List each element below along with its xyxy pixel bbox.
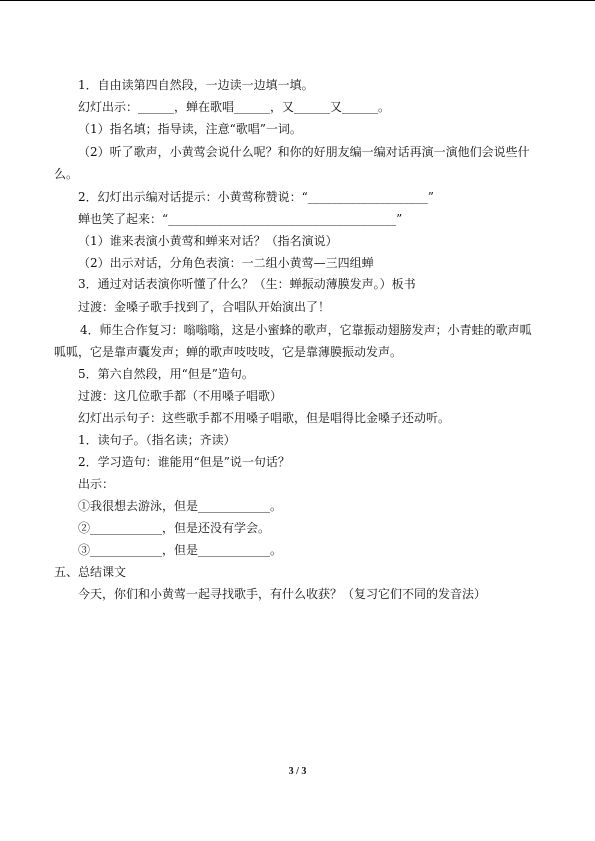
text-line: 蝉也笑了起来：“______________________________________”	[78, 212, 403, 226]
text-line: 出示：	[78, 477, 115, 491]
text-line: 1．读句子。（指名读；齐读）	[78, 433, 236, 447]
text-line: 幻灯出示：______，蝉在歌唱______，又______又______。	[78, 100, 391, 114]
text-line: 今天，你们和小黄莺一起寻找歌手，有什么收获？（复习它们不同的发音法）	[78, 587, 487, 601]
text-line: ②____________，但是还没有学会。	[78, 521, 271, 535]
text-line: 3．通过对话表演你听懂了什么？（生：蝉振动薄膜发声。）板书	[78, 277, 416, 291]
page-top-rule	[0, 0, 595, 1]
text-line: （2）听了歌声，小黄莺会说什么呢？和你的好朋友编一编对话再演一演他们会说些什	[78, 145, 530, 159]
text-line: （1）谁来表演小黄莺和蝉来对话？（指名演说）	[78, 234, 338, 248]
text-line: 幻灯出示句子：这些歌手都不用嗓子唱歌，但是唱得比金嗓子还动听。	[78, 411, 451, 425]
text-line: （2）出示对话，分角色表演：一二组小黄莺—三四组蝉	[78, 256, 374, 270]
section-heading: 五、总结课文	[54, 565, 127, 579]
text-line: 1．自由读第四自然段，一边读一边填一填。	[78, 78, 314, 92]
text-line: 5．第六自然段，用“但是”造句。	[78, 367, 254, 381]
text-line: 4．师生合作复习：嗡嗡嗡，这是小蜜蜂的歌声，它靠振动翅膀发声；小青蛙的歌声呱	[80, 323, 532, 337]
text-line: 过渡：金嗓子歌手找到了，合唱队开始演出了！	[78, 300, 331, 314]
text-line: 过渡：这几位歌手都（不用嗓子唱歌）	[78, 389, 283, 403]
text-line: 2．幻灯出示编对话提示：小黄莺称赞说：“____________________”	[78, 190, 434, 204]
text-line: 2．学习造句：谁能用“但是”说一句话？	[78, 455, 290, 469]
text-line: ③____________，但是____________。	[78, 543, 283, 557]
page-number: 3 / 3	[288, 766, 307, 777]
text-line: 呱呱，它是靠声囊发声；蝉的歌声吱吱吱，它是靠薄膜振动发声。	[54, 345, 403, 359]
text-line: ①我很想去游泳，但是____________。	[78, 499, 283, 513]
text-line: 么。	[54, 167, 79, 181]
text-line: （1）指名填；指导读，注意“歌唱”一词。	[78, 122, 302, 136]
